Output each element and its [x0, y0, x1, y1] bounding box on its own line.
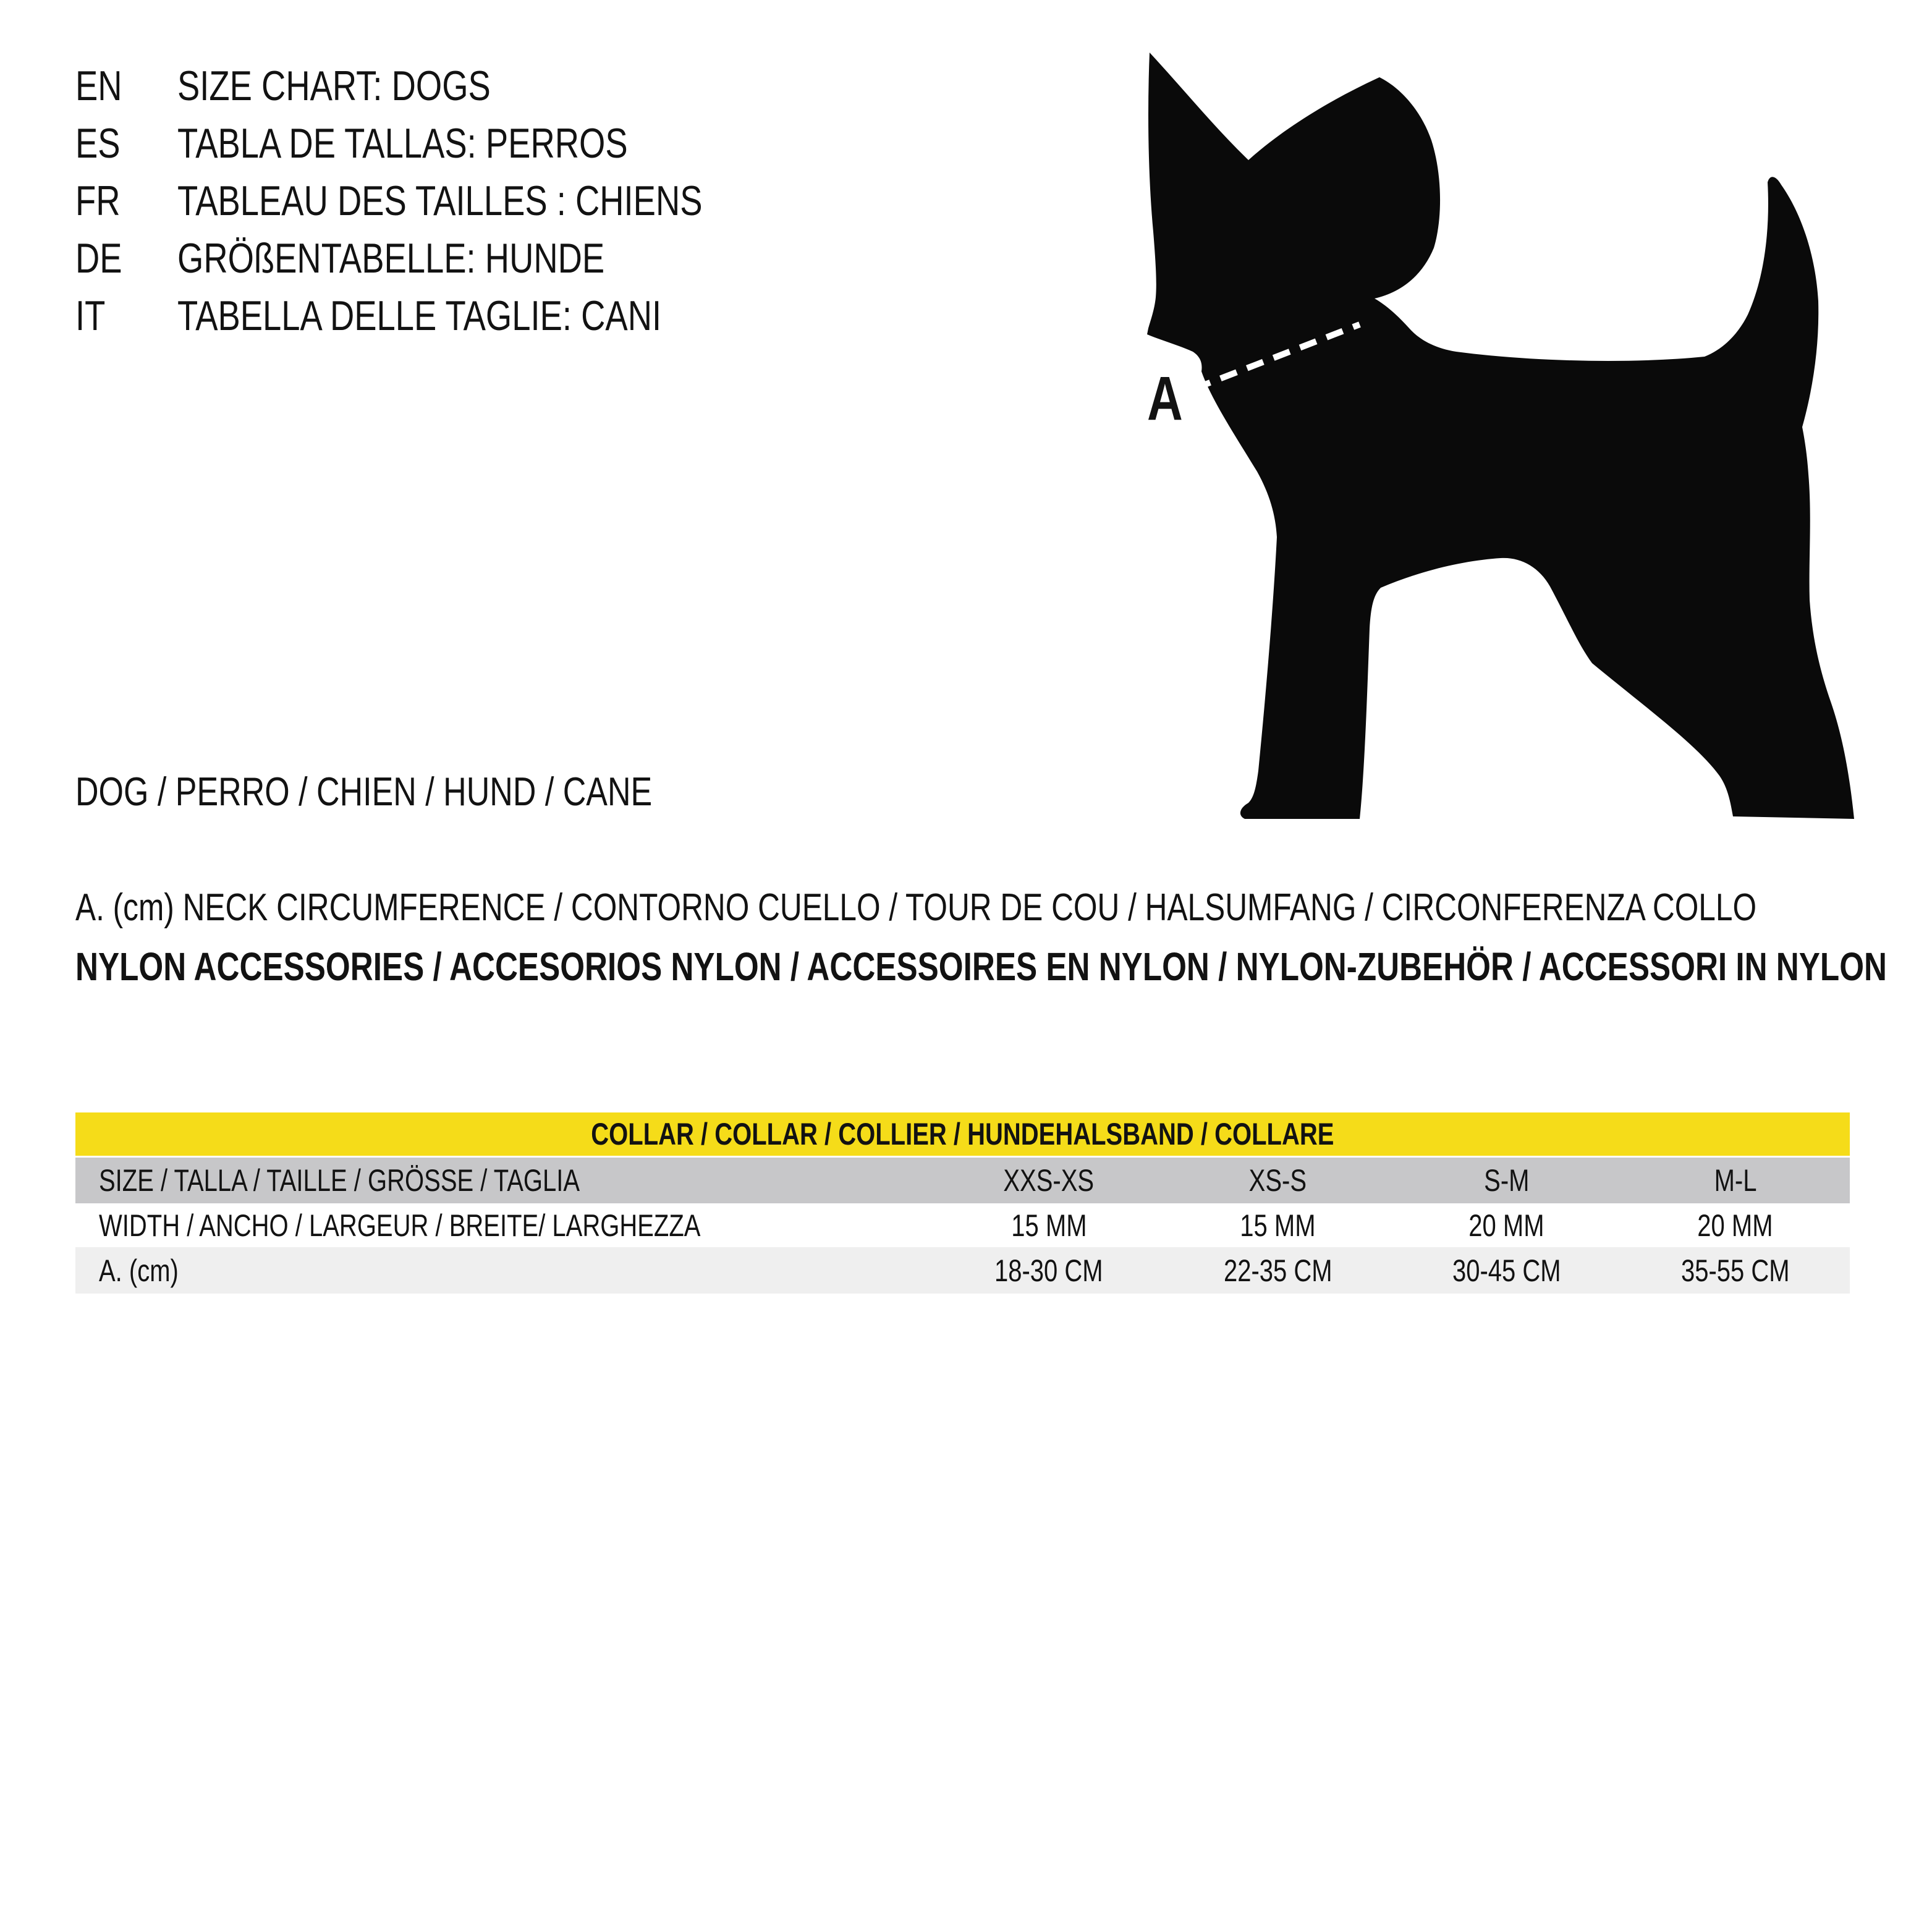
lang-row-de	[75, 229, 834, 287]
dog-silhouette-graphic	[1137, 28, 1885, 831]
lang-code: DE	[75, 234, 122, 282]
table-row-neck-cm	[75, 1247, 1850, 1294]
neck-circumference-note: A. (cm) NECK CIRCUMFERENCE / CONTORNO CUELLO / TOUR DE COU / HALSUMFANG / CIRCONFERENZA COLLO	[75, 886, 1757, 929]
neck-cm-cell: 18-30 CM	[994, 1253, 1103, 1288]
dog-diagram	[1137, 28, 1885, 831]
nylon-accessories-note: NYLON ACCESSORIES / ACCESORIOS NYLON / ACCESSOIRES EN NYLON / NYLON-ZUBEHÖR / ACCESSORI IN NYLON	[75, 944, 1887, 989]
lang-title: TABELLA DELLE TAGLIE: CANI	[177, 292, 662, 339]
lang-code: EN	[75, 62, 122, 109]
size-cell: XS-S	[1248, 1163, 1307, 1198]
measure-a-label: A	[1147, 364, 1183, 433]
language-title-list	[75, 57, 834, 344]
lang-title: GRÖßENTABELLE: HUNDE	[177, 234, 605, 282]
lang-code: FR	[75, 177, 121, 224]
lang-row-fr	[75, 172, 834, 229]
lang-code: IT	[75, 292, 106, 339]
width-cell: 15 MM	[1240, 1208, 1316, 1243]
neck-cm-cell: 35-55 CM	[1681, 1253, 1790, 1288]
table-row-size	[75, 1158, 1850, 1203]
lang-title: SIZE CHART: DOGS	[177, 62, 491, 109]
lang-title: TABLA DE TALLAS: PERROS	[177, 119, 628, 167]
row-label: WIDTH / ANCHO / LARGEUR / BREITE/ LARGHEZZA	[99, 1208, 701, 1243]
width-cell: 20 MM	[1697, 1208, 1773, 1243]
lang-title: TABLEAU DES TAILLES : CHIENS	[177, 177, 703, 224]
lang-row-it	[75, 287, 834, 344]
size-cell: XXS-XS	[1003, 1163, 1095, 1198]
size-cell: M-L	[1714, 1163, 1757, 1198]
neck-cm-cell: 22-35 CM	[1223, 1253, 1332, 1288]
lang-code: ES	[75, 119, 121, 167]
table-header-label: COLLAR / COLLAR / COLLIER / HUNDEHALSBAND / COLLARE	[591, 1117, 1334, 1151]
width-cell: 15 MM	[1011, 1208, 1087, 1243]
lang-row-en	[75, 57, 834, 114]
lang-row-es	[75, 114, 834, 172]
row-label: A. (cm)	[99, 1253, 179, 1288]
chihuahua-silhouette	[1147, 53, 1854, 819]
collar-size-table	[75, 1112, 1850, 1294]
neck-cm-cell: 30-45 CM	[1452, 1253, 1561, 1288]
table-row-width	[75, 1203, 1850, 1247]
size-cell: S-M	[1483, 1163, 1530, 1198]
dog-caption: DOG / PERRO / CHIEN / HUND / CANE	[75, 769, 653, 814]
row-label: SIZE / TALLA / TAILLE / GRÖSSE / TAGLIA	[99, 1163, 580, 1198]
width-cell: 20 MM	[1468, 1208, 1544, 1243]
table-header-collar	[75, 1112, 1850, 1156]
